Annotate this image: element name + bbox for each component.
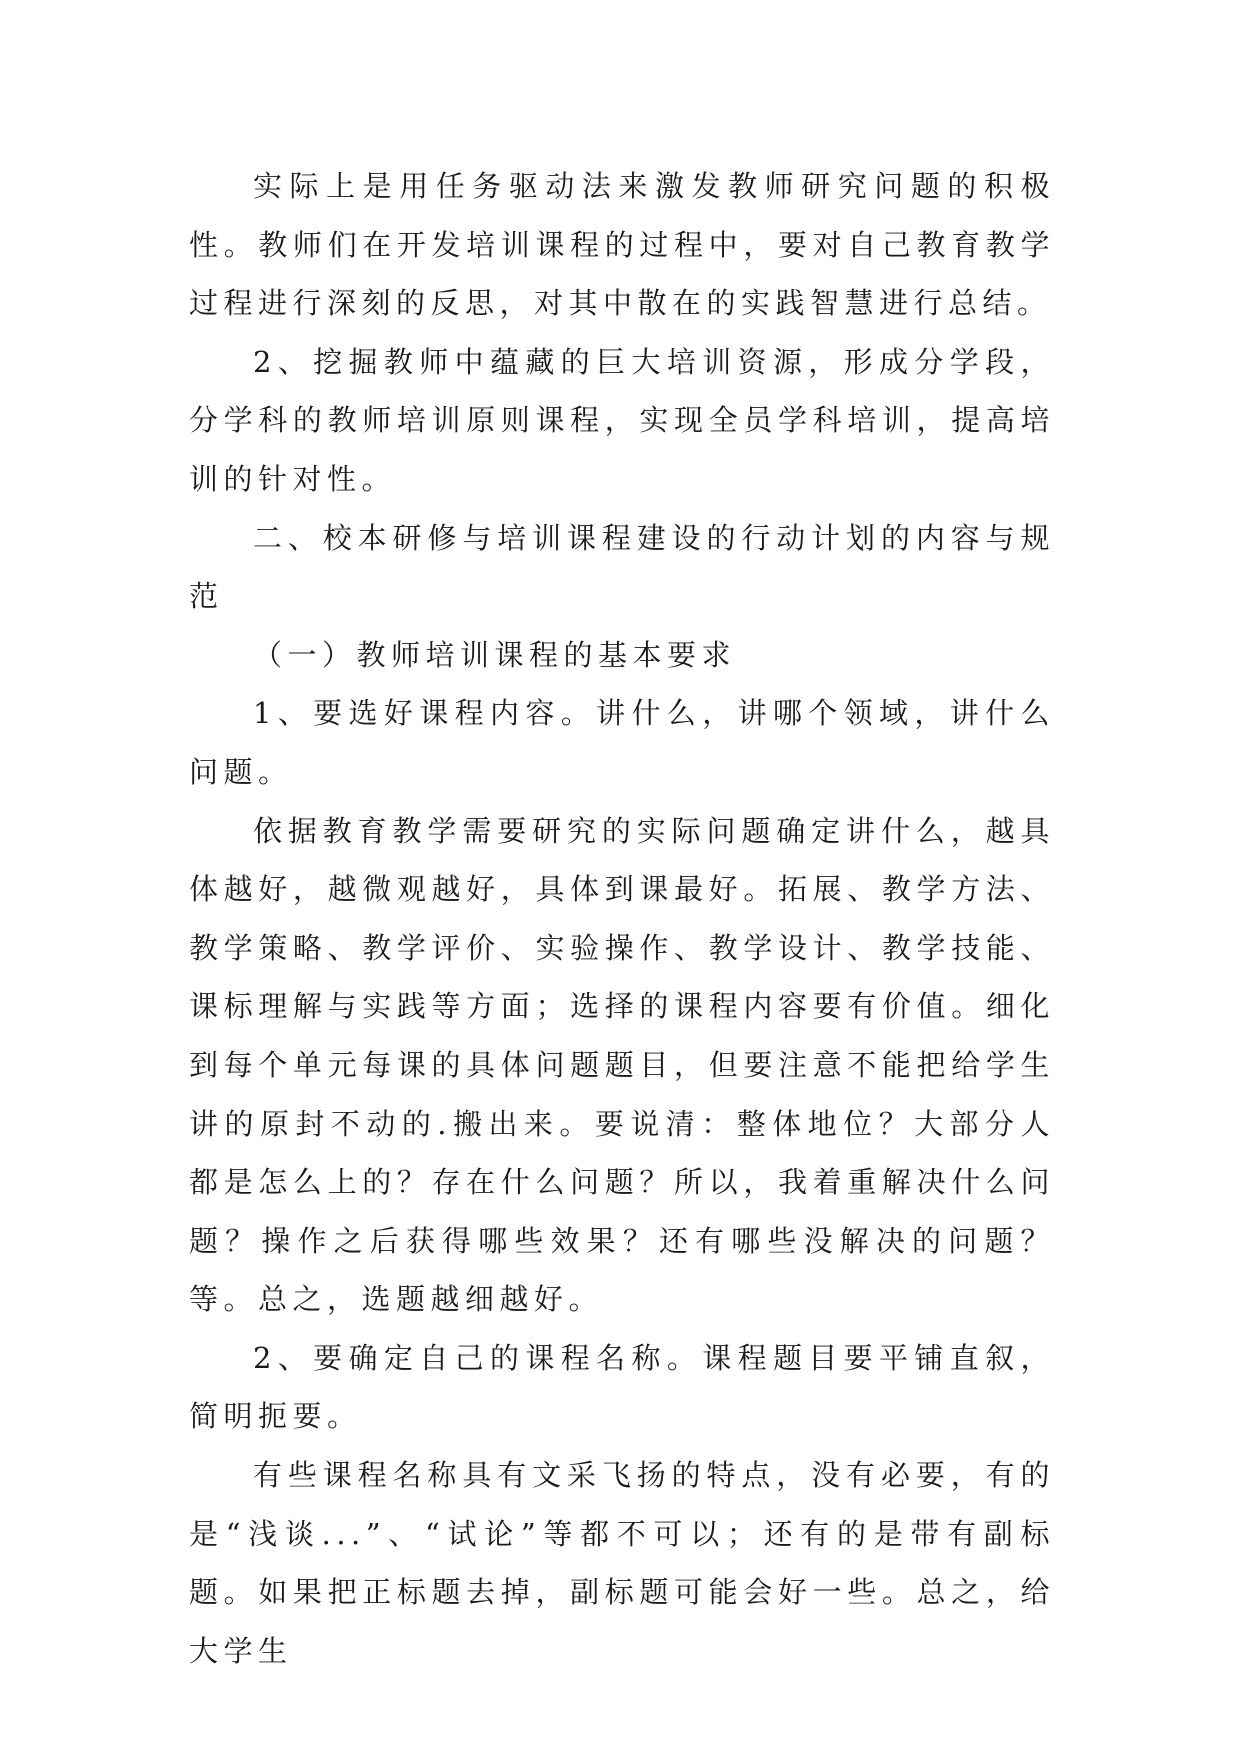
document-body <box>189 157 1055 1680</box>
section-heading-action-plan: 二、校本研修与培训课程建设的行动计划的内容与规范 <box>189 520 1055 614</box>
paragraph-task-driven: 实际上是用任务驱动法来激发教师研究问题的积极性。教师们在开发培训课程的过程中，要对自己教育教学过程进行深刻的反思，对其中散在的实践智慧进行总结。 <box>189 169 1055 321</box>
paragraph-name-style: 有些课程名称具有文采飞扬的特点，没有必要，有的是“浅谈...”、“试论”等都不可以；还有的是带有副标题。如果把正标题去掉，副标题可能会好一些。总之，给大学生 <box>189 1458 1055 1668</box>
paragraph-course-name: 2、要确定自己的课程名称。课程题目要平铺直叙，简明扼要。 <box>189 1340 1055 1434</box>
subsection-heading-basic-requirements: （一）教师培训课程的基本要求 <box>253 637 737 672</box>
paragraph-content-details: 依据教育教学需要研究的实际问题确定讲什么，越具体越好，越微观越好，具体到课最好。拓展、教学方法、教学策略、教学评价、实验操作、教学设计、教学技能、课标理解与实践等方面；选择的课程内容要有价值。细化到每个单元每课的具体问题题目，但要注意不能把给学生讲的原封不动的.搬出来。要说清：整体地位？大部分人都是怎么上的？存在什么问题？所以，我着重解决什么问题？操作之后获得哪些效果？还有哪些没解决的问题？等。总之，选题越细越好。 <box>189 813 1055 1317</box>
paragraph-training-resources: 2、挖掘教师中蕴藏的巨大培训资源，形成分学段，分学科的教师培训原则课程，实现全员学科培训，提高培训的针对性。 <box>189 344 1055 496</box>
paragraph-course-content: 1、要选好课程内容。讲什么，讲哪个领域，讲什么问题。 <box>189 696 1055 789</box>
